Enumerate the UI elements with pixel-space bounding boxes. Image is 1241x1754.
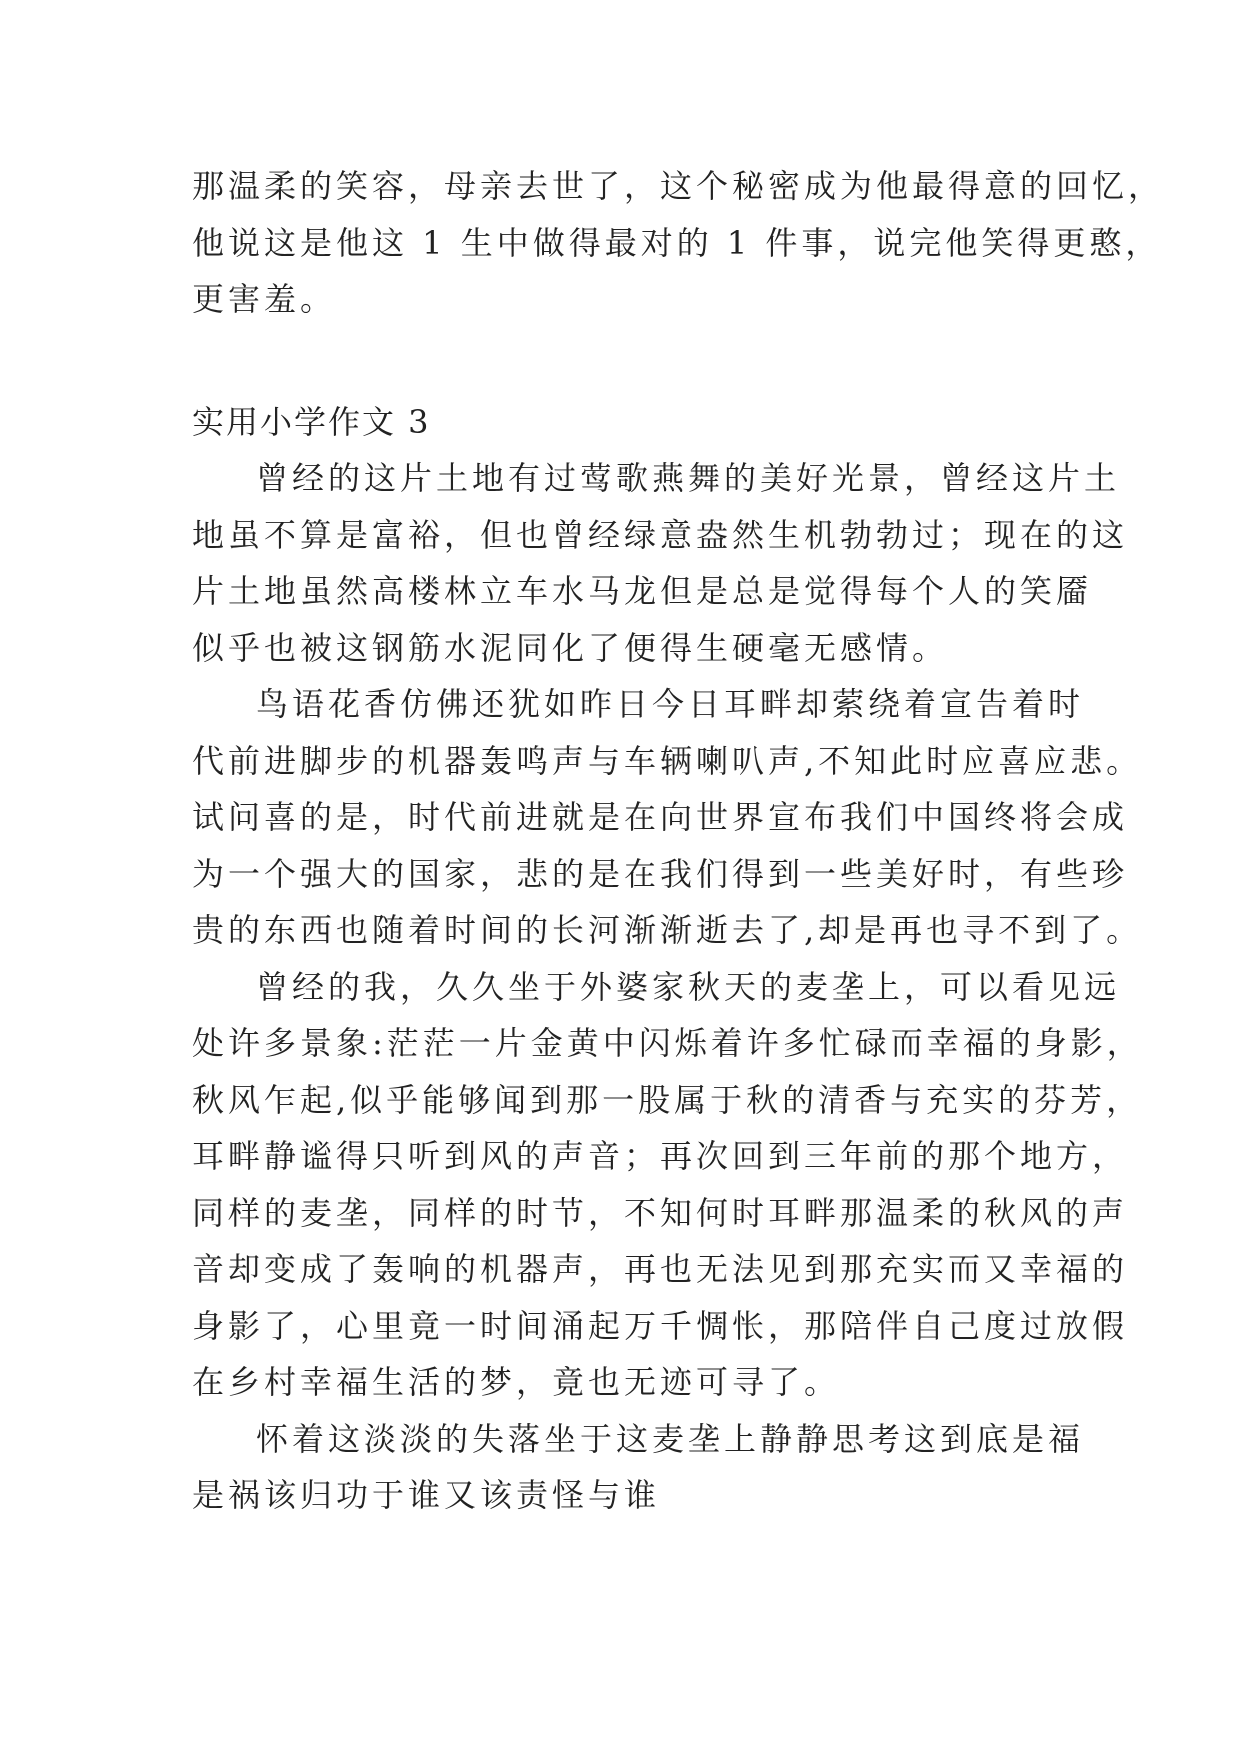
text-line: 片土地虽然高楼林立车水马龙但是总是觉得每个人的笑靥: [192, 572, 1093, 610]
text-line: 曾经的这片土地有过莺歌燕舞的美好光景，曾经这片土: [256, 459, 1121, 497]
text-line: 似乎也被这钢筋水泥同化了便得生硬毫无感情。: [192, 628, 949, 667]
text-line: 地虽不算是富裕，但也曾经绿意盎然生机勃勃过；现在的这: [192, 515, 1129, 554]
text-line: 秋风乍起,似乎能够闻到那一股属于秋的清香与充实的芬芳，: [192, 1080, 1143, 1119]
text-line: 试问喜的是，时代前进就是在向世界宣布我们中国终将会成: [192, 798, 1129, 836]
text-line: 处许多景象:茫茫一片金黄中闪烁着许多忙碌而幸福的身影，: [192, 1024, 1143, 1062]
document-body: [192, 158, 1165, 1524]
paragraph-2: [192, 676, 1143, 959]
continued-paragraph: [192, 158, 1165, 328]
text-line: 鸟语花香仿佛还犹如昨日今日耳畔却萦绕着宣告着时: [256, 685, 1085, 723]
text-line: 代前进脚步的机器轰鸣声与车辆喇叭声,不知此时应喜应悲。: [192, 741, 1143, 780]
section-heading: 实用小学作文 3: [192, 402, 431, 441]
text-line: 贵的东西也随着时间的长河渐渐逝去了,却是再也寻不到了。: [192, 911, 1143, 949]
paragraph-4: [192, 1411, 1085, 1524]
text-line: 是祸该归功于谁又该责怪与谁: [192, 1476, 661, 1514]
paragraph-1: [192, 450, 1129, 676]
text-line: 曾经的我，久久坐于外婆家秋天的麦垄上，可以看见远: [256, 967, 1121, 1006]
text-line: 身影了，心里竟一时间涌起万千惆怅，那陪伴自己度过放假: [192, 1306, 1129, 1345]
text-line: 更害羞。: [192, 280, 337, 318]
text-line: 在乡村幸福生活的梦，竟也无迹可寻了。: [192, 1363, 841, 1401]
text-line: 耳畔静谧得只听到风的声音；再次回到三年前的那个地方，: [192, 1137, 1129, 1175]
text-line: 为一个强大的国家，悲的是在我们得到一些美好时，有些珍: [192, 854, 1129, 893]
text-line: 那温柔的笑容，母亲去世了，这个秘密成为他最得意的回忆，: [192, 167, 1165, 205]
text-line: 他说这是他这 1 生中做得最对的 1 件事，说完他笑得更憨，: [192, 223, 1162, 262]
text-line: 音却变成了轰响的机器声，再也无法见到那充实而又幸福的: [192, 1250, 1129, 1288]
paragraph-3: [192, 959, 1143, 1411]
text-line: 怀着这淡淡的失落坐于这麦垄上静静思考这到底是福: [256, 1419, 1085, 1458]
paragraph-gap: [192, 328, 1072, 394]
text-line: 同样的麦垄，同样的时节，不知何时耳畔那温柔的秋风的声: [192, 1193, 1129, 1232]
